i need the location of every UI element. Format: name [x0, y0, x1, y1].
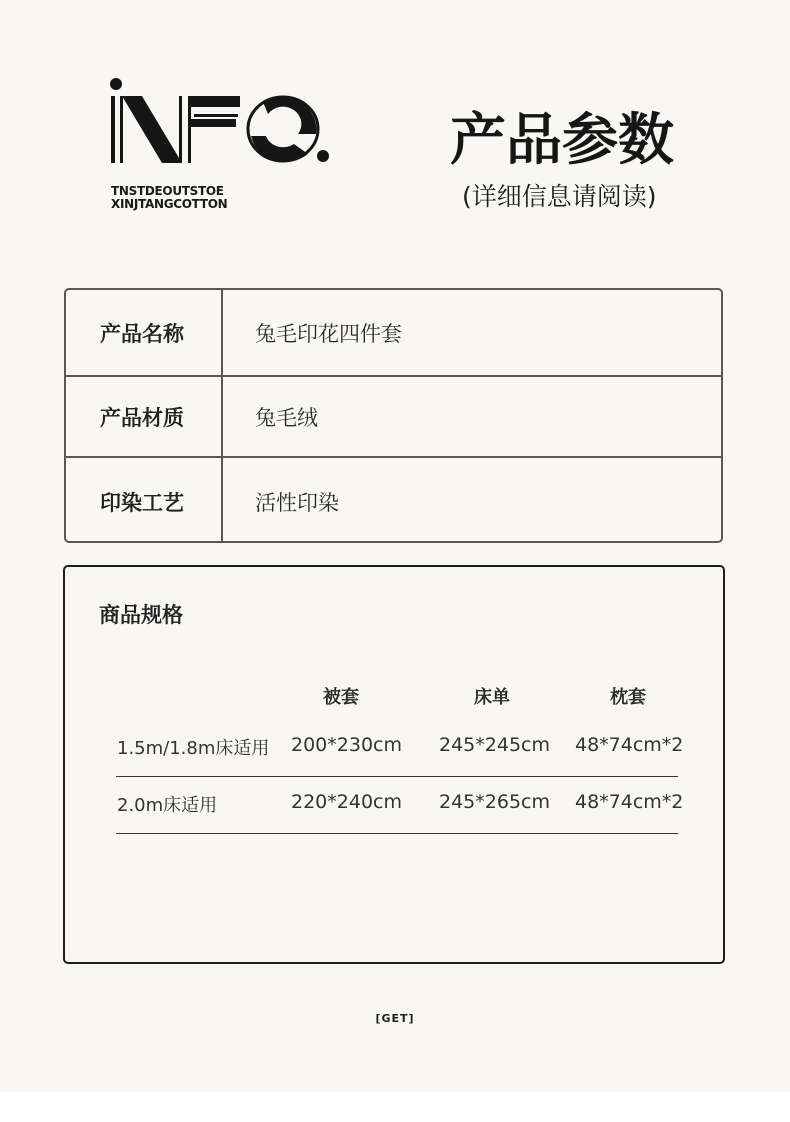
info-row-material [66, 375, 721, 457]
spec-header-pillowcase: 枕套 [610, 687, 646, 708]
info-value: 活性印染 [255, 490, 339, 515]
info-row-printing [66, 456, 721, 543]
spec-title: 商品规格 [99, 603, 183, 627]
spec-header-duvet: 被套 [323, 687, 359, 708]
table-row [116, 777, 684, 834]
footer-get-mark: [GET] [375, 1012, 415, 1025]
spec-cell-pillowcase: 48*74cm*2 [575, 791, 684, 813]
spec-cell-duvet: 220*240cm [291, 791, 402, 813]
spec-header-sheet: 床单 [474, 687, 510, 708]
logo-tagline-1: TNSTDEOUTSTOE [111, 184, 224, 198]
info-row-name [66, 290, 721, 375]
spec-cell-duvet: 200*230cm [291, 734, 402, 756]
info-logo-mark [108, 74, 338, 174]
spec-table-box [63, 565, 725, 964]
info-label: 产品材质 [66, 377, 223, 457]
spec-cell-bed-size: 1.5m/1.8m床适用 [117, 738, 270, 759]
table-row [116, 720, 684, 777]
product-info-table [64, 288, 723, 543]
info-value: 兔毛印花四件套 [255, 321, 402, 346]
spec-cell-sheet: 245*245cm [439, 734, 550, 756]
spec-cell-sheet: 245*265cm [439, 791, 550, 813]
info-label: 印染工艺 [66, 458, 223, 543]
info-label: 产品名称 [66, 290, 223, 375]
spec-cell-bed-size: 2.0m床适用 [117, 795, 218, 816]
page-subtitle: (详细信息请阅读) [462, 182, 657, 211]
logo-tagline-2: XINJTANGCOTTON [111, 197, 228, 211]
spec-cell-pillowcase: 48*74cm*2 [575, 734, 684, 756]
info-logo [108, 74, 338, 219]
page-title: 产品参数 [450, 108, 674, 173]
info-value: 兔毛绒 [255, 406, 318, 430]
